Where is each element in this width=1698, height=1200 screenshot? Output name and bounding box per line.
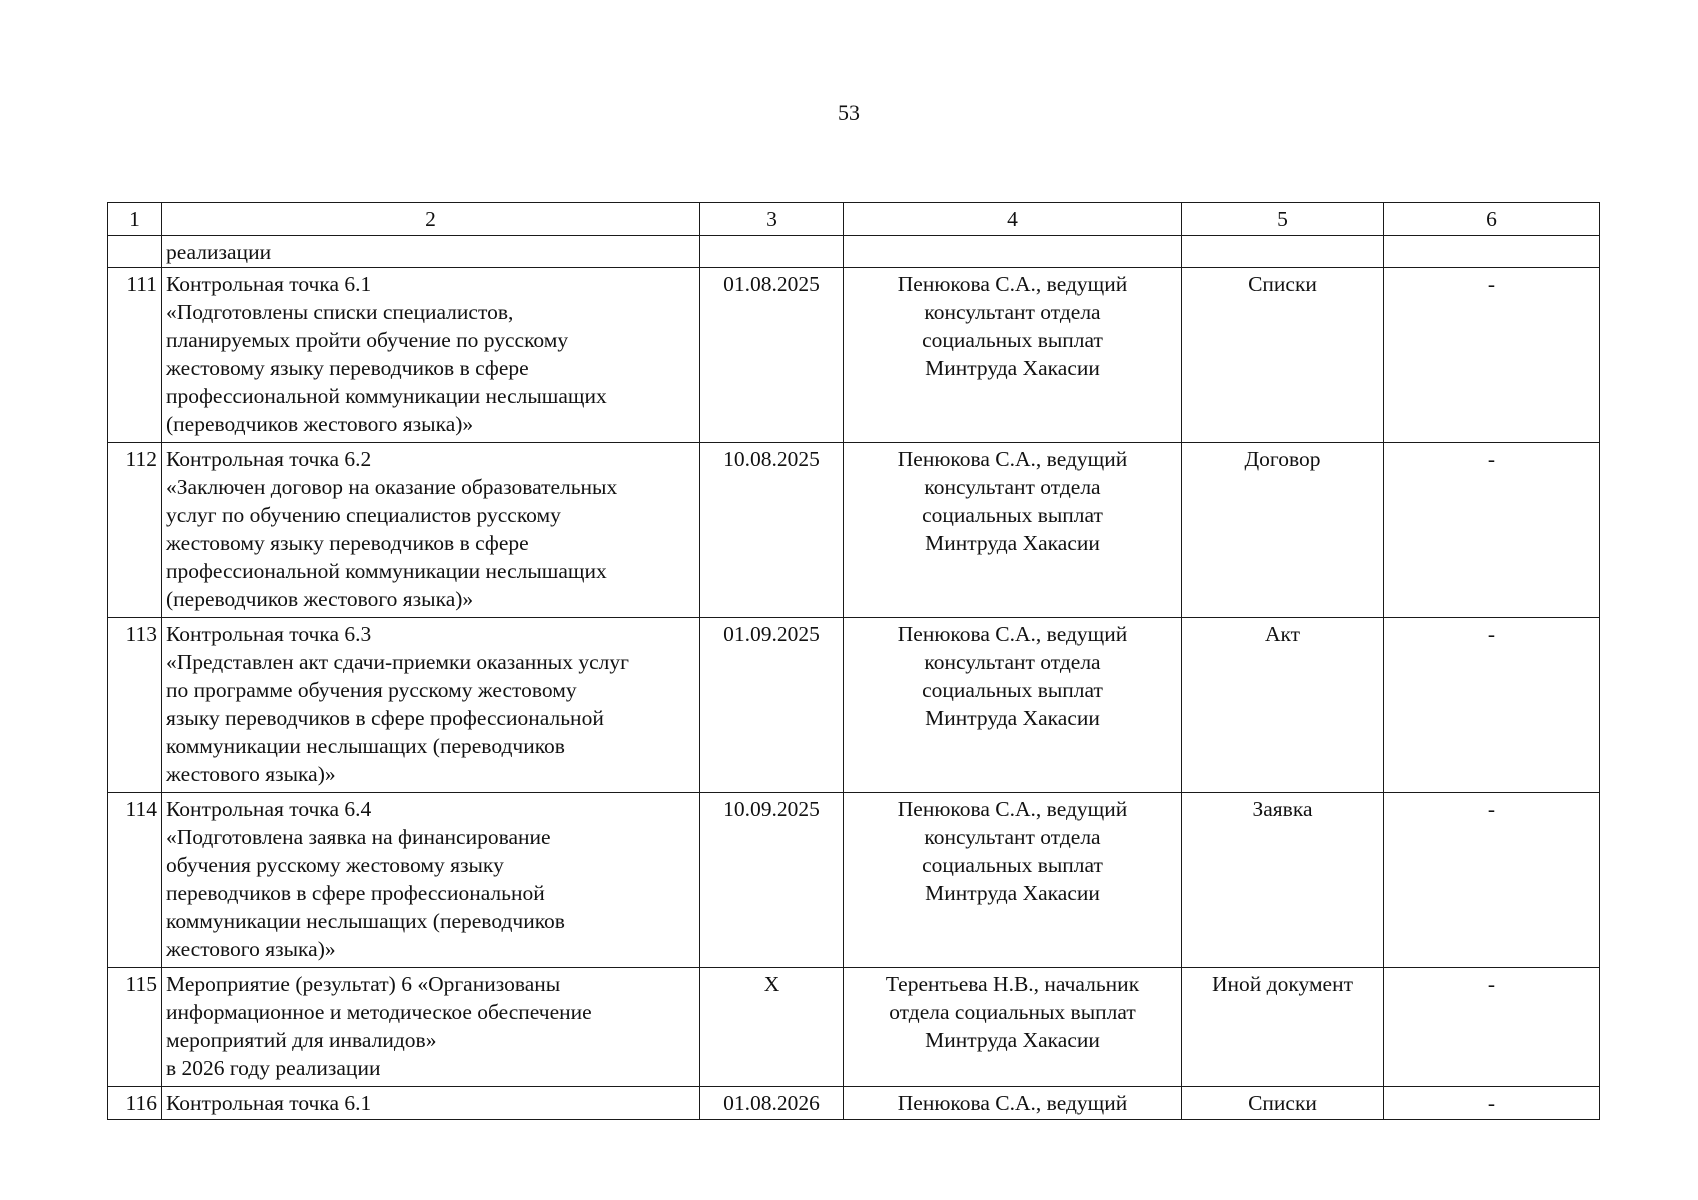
page-number: 53: [838, 100, 860, 125]
description-line: жестового языка)»: [166, 762, 336, 786]
row-number: 112: [108, 443, 162, 618]
row-column-6: [1384, 236, 1600, 268]
description-line: (переводчиков жестового языка)»: [166, 412, 474, 436]
description-line: планируемых пройти обучение по русскому: [166, 328, 569, 352]
description-line: Контрольная точка 6.4: [166, 797, 372, 821]
row-description: [162, 268, 700, 443]
table-row: [108, 1087, 1600, 1120]
row-number: 116: [108, 1087, 162, 1120]
responsible-line: Пенюкова С.А., ведущий: [897, 622, 1128, 646]
table-row: [108, 268, 1600, 443]
column-header: 5: [1182, 203, 1384, 236]
row-date: [700, 236, 844, 268]
row-description: [162, 968, 700, 1087]
row-date: 10.09.2025: [700, 793, 844, 968]
row-document-type: Иной документ: [1182, 968, 1384, 1087]
description-line: «Подготовлена заявка на финансирование: [166, 825, 551, 849]
row-description: реализации: [162, 236, 700, 268]
description-line: Контрольная точка 6.1: [166, 272, 372, 296]
table-row: [108, 443, 1600, 618]
description-line: услуг по обучению специалистов русскому: [166, 503, 561, 527]
description-line: языку переводчиков в сфере профессиональной: [166, 706, 604, 730]
description-line: (переводчиков жестового языка)»: [166, 587, 474, 611]
table-row: [108, 618, 1600, 793]
row-document-type: [1182, 236, 1384, 268]
row-document-type: Акт: [1182, 618, 1384, 793]
responsible-line: Пенюкова С.А., ведущий: [897, 797, 1128, 821]
responsible-line: социальных выплат: [922, 503, 1103, 527]
responsible-line: Минтруда Хакасии: [925, 1028, 1100, 1052]
row-number: 115: [108, 968, 162, 1087]
column-header: 3: [700, 203, 844, 236]
description-line: «Подготовлены списки специалистов,: [166, 300, 514, 324]
row-document-type: Списки: [1182, 268, 1384, 443]
row-number: 114: [108, 793, 162, 968]
table-row: [108, 968, 1600, 1087]
responsible-line: социальных выплат: [922, 853, 1103, 877]
row-document-type: Заявка: [1182, 793, 1384, 968]
row-description: [162, 1087, 700, 1120]
responsible-line: социальных выплат: [922, 678, 1103, 702]
description-line: обучения русскому жестовому языку: [166, 853, 504, 877]
row-number: 113: [108, 618, 162, 793]
description-line: коммуникации неслышащих (переводчиков: [166, 734, 565, 758]
continuation-row: [108, 236, 1600, 268]
column-header: 6: [1384, 203, 1600, 236]
row-date: 10.08.2025: [700, 443, 844, 618]
row-number: 111: [108, 268, 162, 443]
row-column-6: -: [1384, 443, 1600, 618]
row-column-6: -: [1384, 268, 1600, 443]
row-number: [108, 236, 162, 268]
description-line: информационное и методическое обеспечение: [166, 1000, 592, 1024]
description-line: Контрольная точка 6.3: [166, 622, 372, 646]
responsible-line: Пенюкова С.А., ведущий: [897, 272, 1128, 296]
row-responsible: [844, 236, 1182, 268]
row-responsible: [844, 268, 1182, 443]
table-header-row: [108, 203, 1600, 236]
responsible-line: Минтруда Хакасии: [925, 356, 1100, 380]
row-responsible: [844, 443, 1182, 618]
responsible-line: Минтруда Хакасии: [925, 706, 1100, 730]
description-line: Мероприятие (результат) 6 «Организованы: [166, 972, 561, 996]
row-date: 01.09.2025: [700, 618, 844, 793]
row-responsible: [844, 968, 1182, 1087]
responsible-line: отдела социальных выплат: [889, 1000, 1136, 1024]
table-row: [108, 793, 1600, 968]
row-responsible: [844, 618, 1182, 793]
description-line: коммуникации неслышащих (переводчиков: [166, 909, 565, 933]
row-description: [162, 618, 700, 793]
description-line: Контрольная точка 6.2: [166, 447, 372, 471]
row-description: [162, 793, 700, 968]
responsible-line: Пенюкова С.А., ведущий: [897, 447, 1128, 471]
description-line: жестовому языку переводчиков в сфере: [166, 531, 529, 555]
row-date: X: [700, 968, 844, 1087]
column-header: 4: [844, 203, 1182, 236]
responsible-line: консультант отдела: [924, 300, 1101, 324]
description-line: профессиональной коммуникации неслышащих: [166, 384, 607, 408]
description-line: профессиональной коммуникации неслышащих: [166, 559, 607, 583]
schedule-table: [107, 202, 1600, 1120]
responsible-line: социальных выплат: [922, 328, 1103, 352]
description-line: переводчиков в сфере профессиональной: [166, 881, 545, 905]
row-date: 01.08.2025: [700, 268, 844, 443]
row-column-6: -: [1384, 1087, 1600, 1120]
description-line: жестовому языку переводчиков в сфере: [166, 356, 529, 380]
description-line: жестового языка)»: [166, 937, 336, 961]
responsible-line: консультант отдела: [924, 825, 1101, 849]
responsible-line: Пенюкова С.А., ведущий: [897, 1091, 1128, 1115]
row-responsible: [844, 1087, 1182, 1120]
description-line: в 2026 году реализации: [166, 1056, 381, 1080]
row-column-6: -: [1384, 793, 1600, 968]
column-header: 1: [108, 203, 162, 236]
responsible-line: Терентьева Н.В., начальник: [885, 972, 1140, 996]
row-date: 01.08.2026: [700, 1087, 844, 1120]
description-line: по программе обучения русскому жестовому: [166, 678, 577, 702]
row-description: [162, 443, 700, 618]
row-column-6: -: [1384, 618, 1600, 793]
row-column-6: -: [1384, 968, 1600, 1087]
column-header: 2: [162, 203, 700, 236]
row-document-type: Списки: [1182, 1087, 1384, 1120]
responsible-line: консультант отдела: [924, 475, 1101, 499]
description-line: мероприятий для инвалидов»: [166, 1028, 437, 1052]
row-document-type: Договор: [1182, 443, 1384, 618]
responsible-line: Минтруда Хакасии: [925, 531, 1100, 555]
description-line: Контрольная точка 6.1: [166, 1091, 372, 1115]
responsible-line: консультант отдела: [924, 650, 1101, 674]
description-line: «Представлен акт сдачи-приемки оказанных услуг: [166, 650, 629, 674]
row-responsible: [844, 793, 1182, 968]
description-line: «Заключен договор на оказание образовательных: [166, 475, 618, 499]
responsible-line: Минтруда Хакасии: [925, 881, 1100, 905]
